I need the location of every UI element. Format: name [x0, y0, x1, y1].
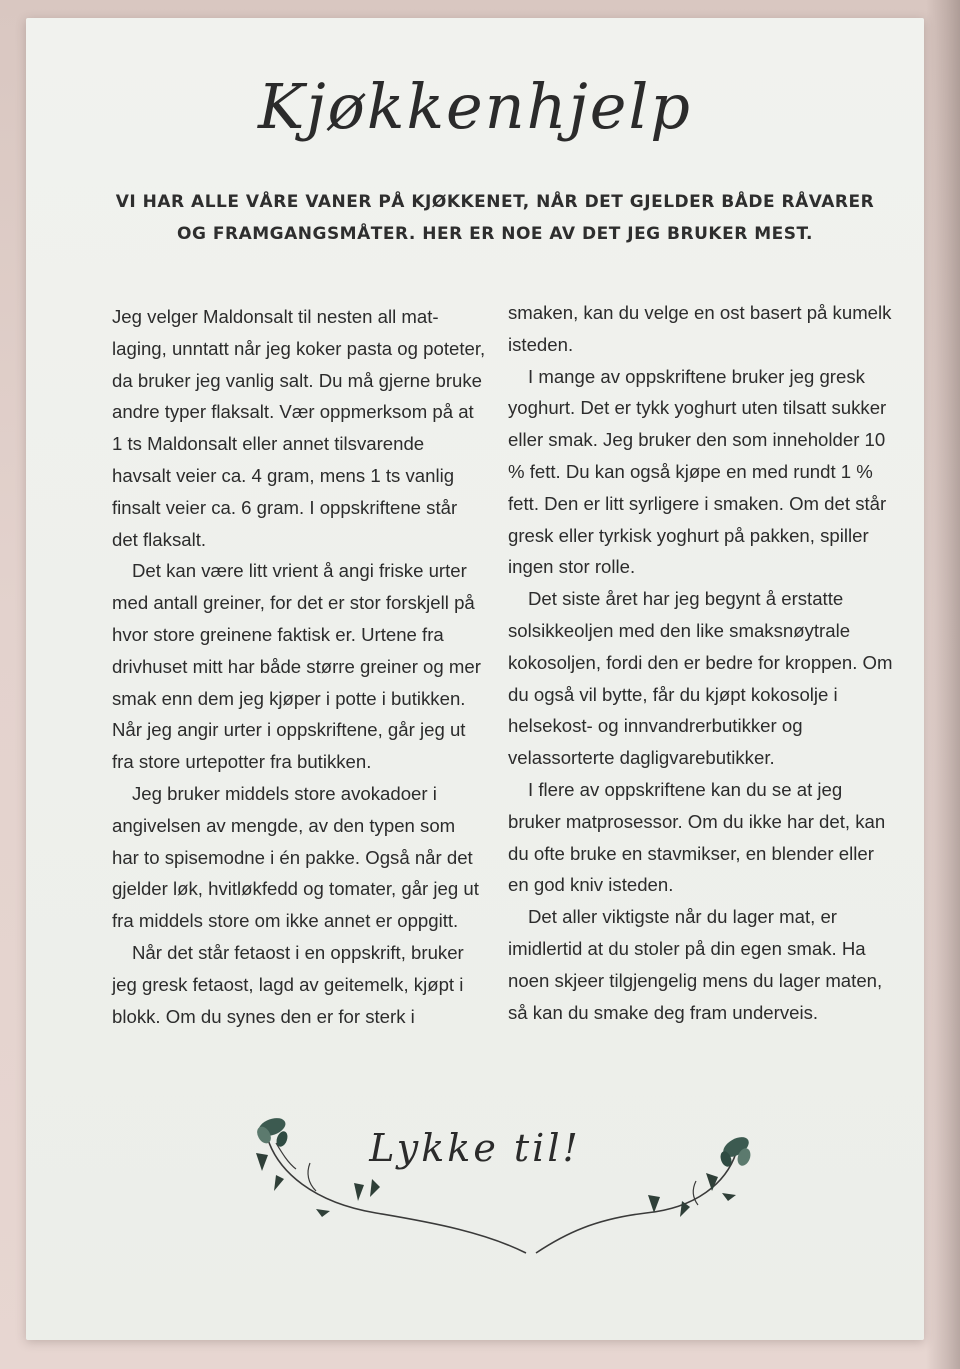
paragraph-feta: Når det står fetaost i en oppskrift, bruker jeg gresk fetaost, lagd av geitemelk, kjøpt i blokk. Om du synes den er for sterk i — [112, 941, 464, 1027]
book-binding-shadow — [926, 0, 960, 1369]
paragraph-oil: Det siste året har jeg begynt å erstatte solsikkeoljen med den like smaksnøytrale kokosoljen, fordi den er bedre for kroppen. Om du også vil bytte, får du kjøpt kokosolje i helsekost- og innvandrerbutikker og velassorterte dagligvarebutikker. — [508, 588, 893, 769]
left-text-column — [112, 301, 486, 1032]
paragraph-avocado: Jeg bruker middels store avokadoer i angivelsen av mengde, av den typen som har to spisemodne i én pakke. Også når det gjelder løk, hvitløkfedd og tomater, går jeg ut fra middels store om ikke annet er oppgitt. — [112, 782, 479, 932]
closing-greeting: Lykke til! — [369, 1126, 581, 1170]
paragraph-salt: Jeg velger Maldonsalt til nesten all matlaging, unntatt når jeg koker pasta og poteter, da bruker jeg vanlig salt. Du må gjerne bruke andre typer flaksalt. Vær oppmerksom på at 1 ts Maldonsalt eller annet tilsvarende havsalt veier ca. 4 gram, mens 1 ts vanlig finsalt veier ca. 6 gram. I oppskriftene står det flaksalt. — [112, 306, 486, 550]
paragraph-processor: I flere av oppskriftene kan du se at jeg bruker matprosessor. Om du ikke har det, kan du ofte bruke en stavmikser, en blender eller en god kniv isteden. — [508, 778, 886, 896]
book-page — [26, 18, 924, 1340]
paragraph-taste: Det aller viktigste når du lager mat, er imidlertid at du stoler på din egen smak. Ha noen skjeer tilgjengelig mens du lager maten, så kan du smake deg fram underveis. — [508, 906, 883, 1023]
paragraph-herbs: Det kan være litt vrient å angi friske urter med antall greiner, for det er stor forskjell på hvor store greinene faktisk er. Urtene fra drivhuset mitt har både større greiner og mer smak enn dem jeg kjøper i potte i butikken. Når jeg angir urter i oppskriftene, går jeg ut fra store urtepotter fra butikken. — [112, 560, 481, 773]
paragraph-yoghurt: I mange av oppskriftene bruker jeg gresk yoghurt. Det er tykk yoghurt uten tilsatt sukker eller smak. Jeg bruker den som inneholder 10 % fett. Du kan også kjøpe en med rundt 1 % fett. Den er litt syrligere i smaken. Om det står gresk eller tyrkisk yoghurt på pakken, spiller ingen stor rolle. — [508, 365, 887, 578]
page-title: Kjøkkenhjelp — [258, 70, 692, 143]
right-text-column — [508, 297, 894, 1028]
paragraph-feta-continued: smaken, kan du velge en ost basert på kumelk isteden. — [508, 302, 892, 355]
page-subtitle: VI HAR ALLE VÅRE VANER PÅ KJØKKENET, NÅR DET GJELDER BÅDE RÅVARER OG FRAMGANGSMÅTER. HER ER NOE AV DET JEG BRUKER MEST. — [115, 192, 875, 244]
